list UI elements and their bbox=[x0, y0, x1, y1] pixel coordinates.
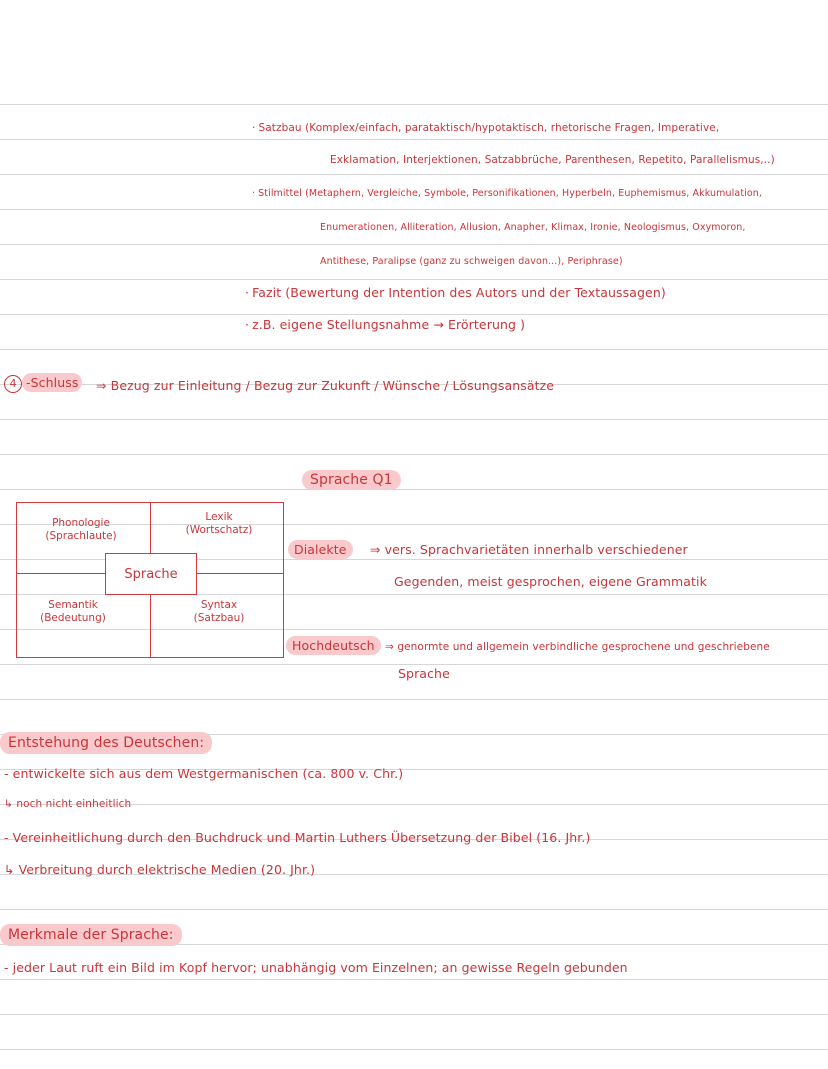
stilmittel-line-3: Antithese, Paralipse (ganz zu schweigen davon...), Periphrase) bbox=[320, 256, 623, 267]
entstehung-item-3: - Vereinheitlichung durch den Buchdruck und Martin Luthers Übersetzung der Bibel (16. Jhr.) bbox=[4, 830, 591, 845]
ruled-line bbox=[0, 279, 828, 280]
entstehung-item-4: ↳ Verbreitung durch elektrische Medien (20. Jhr.) bbox=[4, 862, 316, 877]
schluss-label: -Schluss bbox=[22, 373, 82, 392]
language-diagram bbox=[16, 502, 284, 658]
schluss-heading bbox=[4, 375, 82, 393]
ruled-line bbox=[0, 349, 828, 350]
ruled-line bbox=[0, 139, 828, 140]
diagram-semantik: Semantik (Bedeutung) bbox=[40, 599, 106, 624]
entstehung-item-2: ↳ noch nicht einheitlich bbox=[4, 798, 132, 810]
dialekte-line-1: ⇒ vers. Sprachvarietäten innerhalb verschiedener bbox=[370, 542, 688, 557]
ruled-line bbox=[0, 454, 828, 455]
ruled-line bbox=[0, 979, 828, 980]
merkmale-item-1: - jeder Laut ruft ein Bild im Kopf hervor; unabhängig vom Einzelnen; an gewisse Regeln gebunden bbox=[4, 960, 628, 975]
stilmittel-line-1: · Stilmittel (Metaphern, Vergleiche, Symbole, Personifikationen, Hyperbeln, Euphemismus, Akkumulation, bbox=[252, 188, 762, 199]
ruled-line bbox=[0, 314, 828, 315]
diagram-lexik: Lexik (Wortschatz) bbox=[185, 511, 253, 536]
entstehung-title: Entstehung des Deutschen: bbox=[0, 732, 212, 754]
entstehung-item-1: - entwickelte sich aus dem Westgermanischen (ca. 800 v. Chr.) bbox=[4, 766, 404, 781]
ruled-line bbox=[0, 664, 828, 665]
diagram-phonologie: Phonologie (Sprachlaute) bbox=[45, 517, 117, 542]
ruled-line bbox=[0, 419, 828, 420]
hochdeutsch-term: Hochdeutsch bbox=[286, 636, 381, 655]
stilmittel-line-2: Enumerationen, Alliteration, Allusion, Anapher, Klimax, Ironie, Neologismus, Oxymoron, bbox=[320, 222, 746, 233]
ruled-line bbox=[0, 104, 828, 105]
ruled-line bbox=[0, 244, 828, 245]
hochdeutsch-line-1: ⇒ genormte und allgemein verbindliche gesprochene und geschriebene bbox=[385, 641, 770, 653]
ruled-line bbox=[0, 489, 828, 490]
fazit-line: · Fazit (Bewertung der Intention des Autors und der Textaussagen) bbox=[245, 285, 666, 300]
ruled-line bbox=[0, 699, 828, 700]
schluss-number-circle: 4 bbox=[4, 375, 22, 393]
ruled-line bbox=[0, 209, 828, 210]
ruled-line bbox=[0, 174, 828, 175]
diagram-syntax: Syntax (Satzbau) bbox=[193, 599, 245, 624]
merkmale-title: Merkmale der Sprache: bbox=[0, 924, 182, 946]
hochdeutsch-line-2: Sprache bbox=[398, 666, 450, 681]
diagram-center-sprache: Sprache bbox=[105, 553, 197, 595]
satzbau-line-2: Exklamation, Interjektionen, Satzabbrüche, Parenthesen, Repetito, Parallelismus,..) bbox=[330, 154, 775, 166]
satzbau-line-1: · Satzbau (Komplex/einfach, parataktisch/hypotaktisch, rhetorische Fragen, Imperative, bbox=[252, 122, 719, 134]
section-title: Sprache Q1 bbox=[302, 470, 401, 490]
ruled-line bbox=[0, 909, 828, 910]
schluss-text: ⇒ Bezug zur Einleitung / Bezug zur Zukunft / Wünsche / Lösungsansätze bbox=[96, 378, 555, 393]
zb-line: · z.B. eigene Stellungsnahme → Erörterung ) bbox=[245, 317, 525, 332]
dialekte-line-2: Gegenden, meist gesprochen, eigene Grammatik bbox=[394, 574, 707, 589]
dialekte-term: Dialekte bbox=[288, 540, 353, 559]
ruled-line bbox=[0, 1014, 828, 1015]
ruled-line bbox=[0, 1049, 828, 1050]
